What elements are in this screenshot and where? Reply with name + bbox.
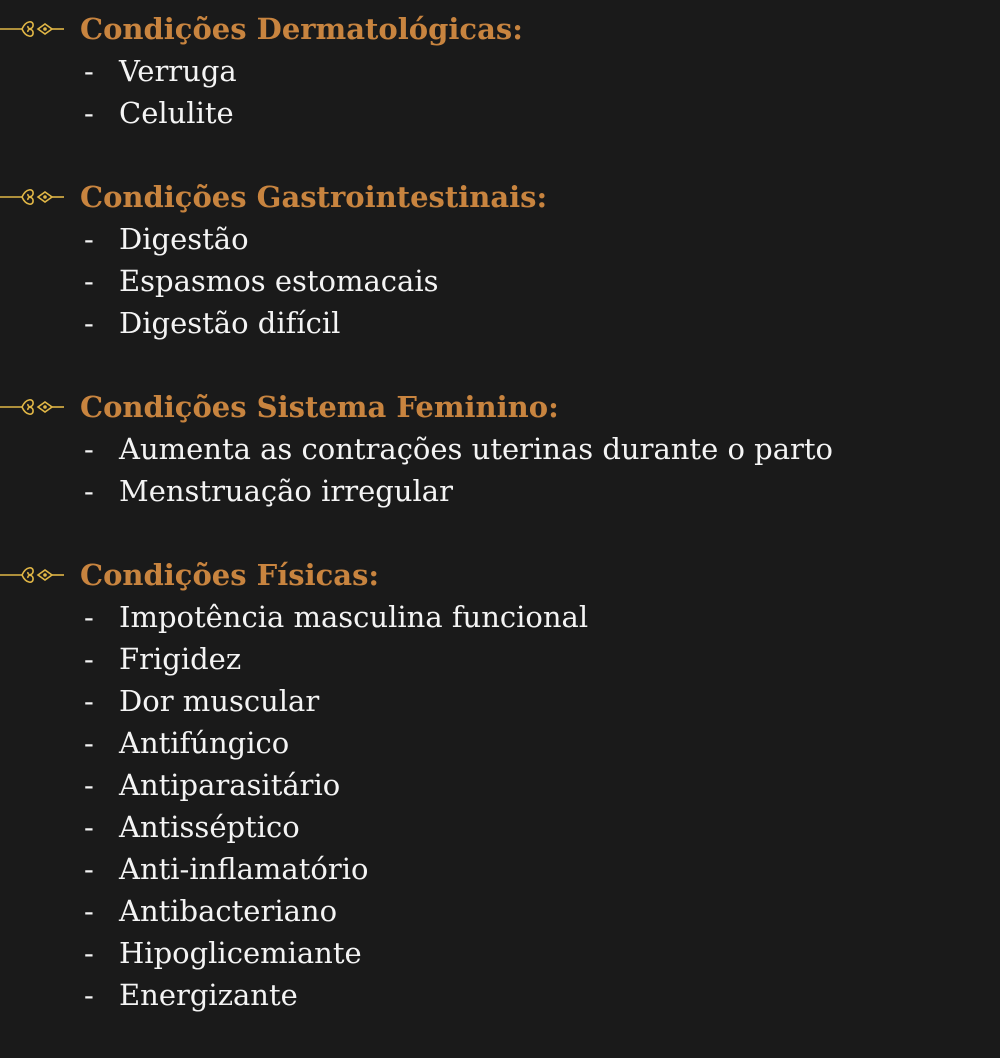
section-gastrointestinal (0, 176, 1000, 344)
list-item-text: Energizante (119, 978, 298, 1012)
list-item (0, 764, 1000, 806)
list-item-text: Verruga (119, 54, 237, 88)
document (0, 8, 1000, 1058)
list-marker: - (84, 600, 94, 634)
list-item (0, 260, 1000, 302)
section-physical (0, 554, 1000, 1016)
list-item-text: Celulite (119, 96, 234, 130)
list-item-text: Antiparasitário (119, 768, 341, 802)
list-item-text: Anti-inflamatório (119, 852, 369, 886)
section-heading-row (0, 8, 1000, 50)
list-item-text: Aumenta as contrações uterinas durante o parto (119, 432, 833, 466)
section-title: Condições Sistema Feminino: (80, 390, 559, 424)
section-title: Condições Gastrointestinais: (80, 180, 548, 214)
list-item-text: Antifúngico (119, 726, 290, 760)
list-marker: - (84, 642, 94, 676)
list-item (0, 428, 1000, 470)
section-female-system (0, 386, 1000, 512)
list-item (0, 638, 1000, 680)
list-marker: - (84, 264, 94, 298)
list-item (0, 932, 1000, 974)
list-marker: - (84, 852, 94, 886)
list-marker: - (84, 306, 94, 340)
list-marker: - (84, 810, 94, 844)
list-item (0, 890, 1000, 932)
list-item-text: Impotência masculina funcional (119, 600, 589, 634)
list-marker: - (84, 432, 94, 466)
list-item-text: Espasmos estomacais (119, 264, 439, 298)
section-title: Condições Dermatológicas: (80, 12, 523, 46)
gold-flourish-icon (0, 12, 66, 46)
list-marker: - (84, 54, 94, 88)
list-item-text: Digestão difícil (119, 306, 341, 340)
list-item-text: Digestão (119, 222, 249, 256)
section-heading-row (0, 176, 1000, 218)
list-marker: - (84, 768, 94, 802)
list-item-text: Frigidez (119, 642, 242, 676)
list-item-text: Hipoglicemiante (119, 936, 362, 970)
list-item (0, 974, 1000, 1016)
section-dermatological (0, 8, 1000, 134)
list-item (0, 50, 1000, 92)
section-title: Condições Físicas: (80, 558, 380, 592)
gold-flourish-icon (0, 180, 66, 214)
list-item (0, 92, 1000, 134)
list-item (0, 596, 1000, 638)
section-heading-row (0, 554, 1000, 596)
list-item (0, 848, 1000, 890)
list-item-text: Antisséptico (119, 810, 300, 844)
list-marker: - (84, 96, 94, 130)
list-item-text: Antibacteriano (119, 894, 338, 928)
list-marker: - (84, 936, 94, 970)
section-heading-row (0, 386, 1000, 428)
gold-flourish-icon (0, 558, 66, 592)
gold-flourish-icon (0, 390, 66, 424)
list-item (0, 722, 1000, 764)
list-item (0, 470, 1000, 512)
list-item (0, 218, 1000, 260)
list-item (0, 302, 1000, 344)
list-item-text: Menstruação irregular (119, 474, 453, 508)
list-item (0, 680, 1000, 722)
list-item-text: Dor muscular (119, 684, 320, 718)
list-marker: - (84, 222, 94, 256)
list-marker: - (84, 684, 94, 718)
list-item (0, 806, 1000, 848)
list-marker: - (84, 726, 94, 760)
list-marker: - (84, 474, 94, 508)
list-marker: - (84, 894, 94, 928)
list-marker: - (84, 978, 94, 1012)
